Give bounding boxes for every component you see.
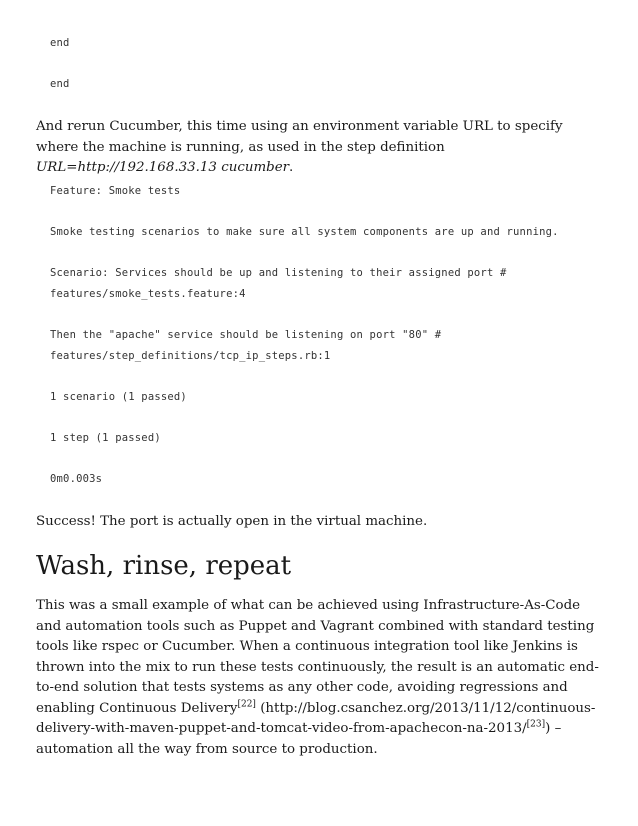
para-end: ) – automation all the way from source to production. xyxy=(36,721,562,757)
intro-paragraph xyxy=(36,117,606,179)
intro-command: URL=http://192.168.33.13 cucumber xyxy=(36,160,290,175)
intro-end: . xyxy=(289,160,294,175)
output-scenarios-count: 1 scenario (1 passed) xyxy=(50,391,187,403)
blog-link[interactable]: (http://blog.csanchez.org/2013/11/12/continuous-delivery-with-maven-puppet-and-tomcat-video-from-apachecon-na-2013/ xyxy=(36,700,596,736)
output-scenario-line2: features/smoke_tests.feature:4 xyxy=(50,288,246,300)
output-step-line2: features/step_definitions/tcp_ip_steps.rb:1 xyxy=(50,350,331,362)
success-paragraph: Success! The port is actually open in the virtual machine. xyxy=(36,514,428,529)
output-feature: Feature: Smoke tests xyxy=(50,185,181,197)
output-steps-count: 1 step (1 passed) xyxy=(50,432,161,444)
code-end-2: end xyxy=(50,78,70,90)
intro-text: And rerun Cucumber, this time using an environment variable URL to specify where the machine is running, as used in the step definition xyxy=(36,119,563,155)
para-start: This was a small example of what can be achieved using Infrastructure-As-Code and automation tools such as Puppet and Vagrant combined with standard testing tools like rspec or Cucumber. When a continuous integration tool like Jenkins is thrown into the mix to run these tests continuously, the result is an automatic end-to-end solution that tests systems as any other code, avoiding regressions and enabling Continuous Delivery xyxy=(36,598,599,716)
output-step-line1: Then the "apache" service should be listening on port "80" # xyxy=(50,329,442,341)
footnote-22[interactable]: [22] xyxy=(237,699,256,710)
section-paragraph xyxy=(36,596,606,760)
output-description: Smoke testing scenarios to make sure all system components are up and running. xyxy=(50,226,559,238)
output-duration: 0m0.003s xyxy=(50,473,103,485)
output-scenario-line1: Scenario: Services should be up and listening to their assigned port # xyxy=(50,267,507,279)
section-heading: Wash, rinse, repeat xyxy=(36,551,292,581)
code-end-1: end xyxy=(50,37,70,49)
footnote-23[interactable]: [23] xyxy=(526,719,546,730)
